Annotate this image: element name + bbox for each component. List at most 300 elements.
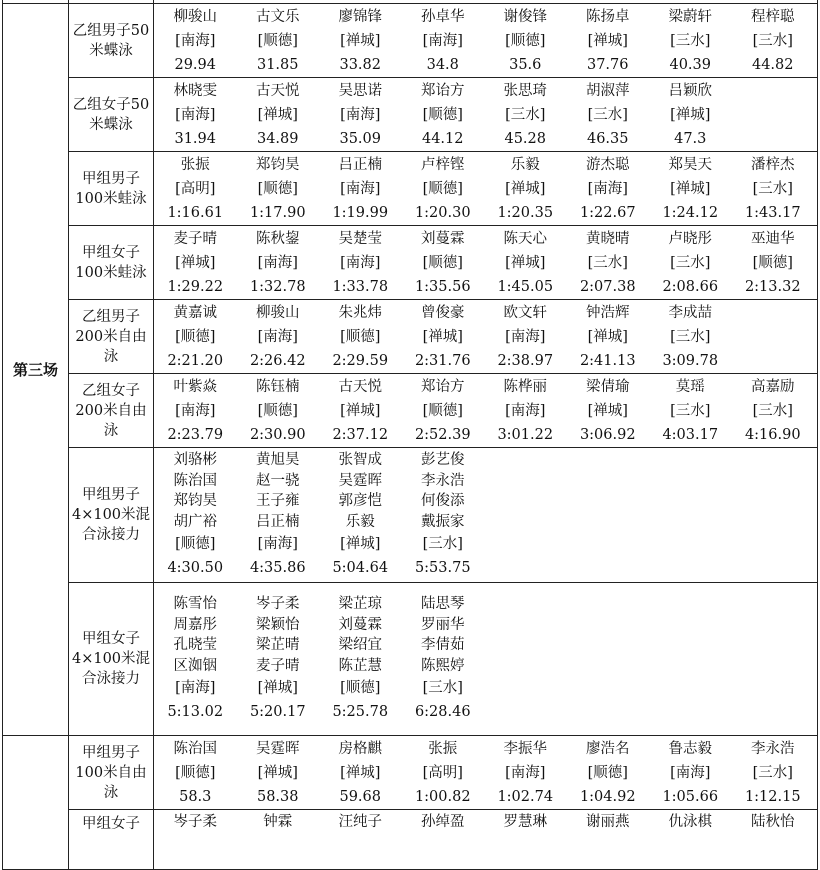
result-time: 1:35.56 <box>414 278 471 295</box>
result-time: 1:16.61 <box>167 204 224 221</box>
athlete-result <box>567 375 650 447</box>
athlete-result <box>649 153 732 225</box>
athlete-name: 李成喆 <box>668 304 712 321</box>
athlete-result <box>154 5 237 77</box>
result-time: 2:07.38 <box>579 278 636 295</box>
results-grid <box>154 227 815 299</box>
team-name: [三水] <box>670 32 711 49</box>
relay-member: 区洳铟 <box>173 657 217 674</box>
result-time: 2:29.59 <box>332 352 389 369</box>
athlete-name: 黄嘉诚 <box>173 304 217 321</box>
result-time: 4:16.90 <box>744 426 801 443</box>
event-name: 甲组男子100米自由泳 <box>69 736 154 810</box>
athlete-name: 张振 <box>428 740 458 757</box>
athlete-result <box>319 737 402 809</box>
table-row <box>3 583 818 736</box>
relay-member: 陈雪怡 <box>173 596 217 612</box>
athlete-name: 吕正楠 <box>338 156 382 173</box>
team-name: [禅城] <box>422 328 463 345</box>
relay-member: 李永浩 <box>421 472 465 489</box>
athlete-result <box>154 153 237 225</box>
relay-team-result <box>402 450 485 580</box>
team-name: [三水] <box>587 254 628 271</box>
athlete-name: 鲁志毅 <box>668 740 712 757</box>
team-name: [禅城] <box>340 764 381 781</box>
team-name: [南海] <box>670 764 711 781</box>
relay-team-result <box>319 594 402 724</box>
athlete-result <box>567 79 650 151</box>
result-time: 1:02.74 <box>497 788 554 805</box>
athlete-result <box>154 301 237 373</box>
team-name: [禅城] <box>257 106 298 123</box>
result-time: 5:04.64 <box>332 560 389 576</box>
relay-member: 岑子柔 <box>256 596 300 612</box>
result-time: 3:06.92 <box>579 426 636 443</box>
result-time: 2:41.13 <box>579 352 636 369</box>
relay-member: 李倩茹 <box>421 637 465 653</box>
athlete-name: 麦子晴 <box>173 230 217 247</box>
athlete-result <box>484 301 567 373</box>
result-time: 5:13.02 <box>167 704 224 720</box>
relay-team-result <box>154 450 237 580</box>
team-name: [禅城] <box>670 180 711 197</box>
relay-member: 黄旭昊 <box>256 452 300 468</box>
result-time: 4:03.17 <box>662 426 719 443</box>
athlete-result <box>649 79 732 151</box>
athlete-name: 卢梓铿 <box>421 156 465 173</box>
athlete-result <box>732 227 815 299</box>
table-row <box>3 4 818 78</box>
athlete-name: 郑钧昊 <box>256 156 300 173</box>
relay-member: 梁芷晴 <box>256 637 300 653</box>
team-name: [三水] <box>752 764 793 781</box>
athlete-name: 孙绰盈 <box>421 814 465 830</box>
athlete-result <box>649 227 732 299</box>
result-time: 1:33.78 <box>332 278 389 295</box>
athlete-result <box>154 810 237 834</box>
athlete-name: 潘梓杰 <box>751 156 795 173</box>
athlete-result <box>649 301 732 373</box>
event-name: 甲组女子4×100米混合泳接力 <box>69 583 154 736</box>
result-time: 2:21.20 <box>167 352 224 369</box>
result-time: 3:01.22 <box>497 426 554 443</box>
relay-results-grid <box>154 450 815 580</box>
result-time: 35.09 <box>339 130 381 147</box>
result-time: 1:24.12 <box>662 204 719 221</box>
result-time: 35.6 <box>509 56 542 73</box>
results-grid <box>154 5 815 77</box>
athlete-name: 钟浩辉 <box>586 304 630 321</box>
result-time: 34.8 <box>426 56 459 73</box>
result-time: 47.3 <box>674 130 707 147</box>
relay-team-result <box>319 450 402 580</box>
team-name: [顺德] <box>587 764 628 781</box>
team-name: [南海] <box>175 402 216 419</box>
team-name: [顺德] <box>422 106 463 123</box>
athlete-name: 汪纯子 <box>338 814 382 830</box>
athlete-result <box>154 227 237 299</box>
result-time: 1:05.66 <box>662 788 719 805</box>
result-time: 58.3 <box>179 788 212 805</box>
athlete-name: 古天悦 <box>256 82 300 99</box>
athlete-name: 陈秋鋆 <box>256 230 300 247</box>
relay-results-grid <box>154 594 815 724</box>
relay-member: 戴振家 <box>421 513 465 530</box>
athlete-result <box>484 79 567 151</box>
relay-member: 刘蔓霖 <box>338 616 382 633</box>
team-name: [顺德] <box>257 402 298 419</box>
result-time: 5:25.78 <box>332 704 389 720</box>
athlete-name: 吕颖欣 <box>668 82 712 99</box>
athlete-result <box>237 227 320 299</box>
athlete-name: 高嘉励 <box>751 378 795 395</box>
result-time: 1:20.30 <box>414 204 471 221</box>
athlete-result <box>732 5 815 77</box>
athlete-name: 廖锦锋 <box>338 8 382 25</box>
team-name: [南海] <box>257 328 298 345</box>
athlete-result <box>237 79 320 151</box>
relay-member: 彭艺俊 <box>421 452 465 468</box>
result-time: 1:17.90 <box>249 204 306 221</box>
result-time: 1:43.17 <box>744 204 801 221</box>
relay-member: 罗丽华 <box>421 616 465 633</box>
relay-member: 麦子晴 <box>256 657 300 674</box>
athlete-name: 郑诒方 <box>421 82 465 99</box>
athlete-name: 郑诒方 <box>421 378 465 395</box>
relay-team-result <box>402 594 485 724</box>
team-name: [高明] <box>175 180 216 197</box>
athlete-result <box>484 227 567 299</box>
athlete-name: 欧文轩 <box>503 304 547 321</box>
result-time: 45.28 <box>504 130 546 147</box>
event-name: 甲组女子 <box>69 810 154 870</box>
athlete-name: 房格麒 <box>338 740 382 757</box>
event-name: 甲组男子100米蛙泳 <box>69 152 154 226</box>
team-name: [南海] <box>257 536 298 552</box>
relay-member: 梁绍宜 <box>338 637 382 653</box>
event-name: 甲组男子4×100米混合泳接力 <box>69 448 154 583</box>
team-name: [三水] <box>752 402 793 419</box>
team-name: [禅城] <box>505 254 546 271</box>
table-row <box>3 448 818 583</box>
athlete-result <box>484 375 567 447</box>
relay-member: 胡广裕 <box>173 513 217 530</box>
team-name: [南海] <box>340 254 381 271</box>
team-name: [三水] <box>752 180 793 197</box>
table-row <box>3 78 818 152</box>
result-time: 2:08.66 <box>662 278 719 295</box>
table-row <box>3 810 818 870</box>
result-time: 31.85 <box>256 56 299 73</box>
athlete-name: 柳骏山 <box>256 304 300 321</box>
athlete-result <box>154 79 237 151</box>
team-name: [高明] <box>422 764 463 781</box>
athlete-name: 廖浩名 <box>586 740 630 757</box>
result-time: 1:29.22 <box>167 278 224 295</box>
result-time: 34.89 <box>256 130 299 147</box>
athlete-name: 李振华 <box>503 740 547 757</box>
result-time: 1:04.92 <box>579 788 636 805</box>
athlete-name: 罗慧琳 <box>503 814 547 830</box>
team-name: [南海] <box>340 106 381 123</box>
result-time: 29.94 <box>174 56 216 73</box>
athlete-name: 陈天心 <box>503 230 547 247</box>
result-time: 59.68 <box>339 788 381 805</box>
results-grid <box>154 301 815 373</box>
relay-member: 陆思琴 <box>421 596 465 612</box>
team-name: [禅城] <box>340 536 381 552</box>
result-time: 31.94 <box>174 130 216 147</box>
relay-team-result <box>237 450 320 580</box>
athlete-result <box>567 5 650 77</box>
relay-member: 王子雍 <box>256 493 300 509</box>
relay-member: 吕正楠 <box>256 513 300 530</box>
result-time: 1:20.35 <box>497 204 554 221</box>
result-time: 4:30.50 <box>167 560 224 576</box>
athlete-result <box>484 810 567 834</box>
athlete-name: 莫瑶 <box>675 378 705 395</box>
relay-member: 梁芷琼 <box>338 596 382 612</box>
athlete-name: 游杰聪 <box>586 156 630 173</box>
athlete-name: 程梓聪 <box>751 8 795 25</box>
team-name: [三水] <box>422 680 463 696</box>
result-time: 44.82 <box>751 56 794 73</box>
team-name: [三水] <box>587 106 628 123</box>
table-row <box>3 736 818 810</box>
athlete-name: 林晓雯 <box>173 82 217 99</box>
athlete-name: 谢俊锋 <box>503 8 547 25</box>
athlete-result <box>402 375 485 447</box>
relay-member: 刘骆彬 <box>173 452 217 468</box>
athlete-name: 陈扬卓 <box>586 8 630 25</box>
session-cell <box>3 736 69 870</box>
team-name: [顺德] <box>340 680 381 696</box>
athlete-name: 岑子柔 <box>173 814 217 830</box>
team-name: [顺德] <box>257 32 298 49</box>
athlete-name: 孙卓华 <box>421 8 465 25</box>
event-name: 乙组女子50米蝶泳 <box>69 78 154 152</box>
athlete-result <box>237 301 320 373</box>
athlete-result <box>732 810 815 834</box>
athlete-name: 巫迪华 <box>751 230 795 247</box>
athlete-result <box>319 227 402 299</box>
athlete-name: 陈钰楠 <box>256 378 300 395</box>
result-time: 2:37.12 <box>332 426 389 443</box>
result-time: 1:00.82 <box>414 788 471 805</box>
athlete-name: 古文乐 <box>256 8 300 25</box>
relay-member: 陈芷慧 <box>338 657 382 674</box>
relay-member: 梁颖怡 <box>256 616 300 633</box>
athlete-result <box>649 5 732 77</box>
athlete-result <box>567 737 650 809</box>
athlete-name: 吴霆晖 <box>256 740 300 757</box>
athlete-result <box>484 153 567 225</box>
athlete-name: 吴楚莹 <box>338 230 382 247</box>
team-name: [顺德] <box>175 764 216 781</box>
athlete-result <box>319 153 402 225</box>
relay-member: 郑钧昊 <box>173 493 217 509</box>
team-name: [禅城] <box>257 764 298 781</box>
team-name: [禅城] <box>587 328 628 345</box>
athlete-name: 张思琦 <box>503 82 547 99</box>
athlete-result <box>237 153 320 225</box>
result-time: 33.82 <box>339 56 381 73</box>
result-time: 2:30.90 <box>249 426 306 443</box>
athlete-result <box>237 737 320 809</box>
result-time: 37.76 <box>586 56 629 73</box>
team-name: [禅城] <box>587 402 628 419</box>
team-name: [禅城] <box>505 180 546 197</box>
results-table <box>2 0 818 870</box>
team-name: [南海] <box>505 764 546 781</box>
athlete-result <box>237 810 320 834</box>
relay-member: 孔晓莹 <box>173 637 217 653</box>
team-name: [禅城] <box>257 680 298 696</box>
team-name: [南海] <box>340 180 381 197</box>
team-name: [三水] <box>670 254 711 271</box>
team-name: [三水] <box>752 32 793 49</box>
results-grid <box>154 810 815 834</box>
result-time: 1:22.67 <box>579 204 636 221</box>
athlete-result <box>402 737 485 809</box>
team-name: [顺德] <box>505 32 546 49</box>
athlete-name: 刘蔓霖 <box>421 230 465 247</box>
athlete-result <box>319 301 402 373</box>
athlete-name: 李永浩 <box>751 740 795 757</box>
athlete-result <box>649 737 732 809</box>
result-time: 40.39 <box>669 56 711 73</box>
relay-member: 吴霆晖 <box>338 472 382 489</box>
relay-member: 何俊添 <box>421 493 465 509</box>
team-name: [禅城] <box>340 402 381 419</box>
athlete-result <box>649 375 732 447</box>
result-time: 1:12.15 <box>744 788 801 805</box>
athlete-result <box>319 5 402 77</box>
result-time: 2:13.32 <box>744 278 801 295</box>
team-name: [三水] <box>670 328 711 345</box>
athlete-result <box>154 375 237 447</box>
athlete-name: 吴思诺 <box>338 82 382 99</box>
result-time: 5:53.75 <box>414 560 471 576</box>
athlete-result <box>484 737 567 809</box>
team-name: [禅城] <box>340 32 381 49</box>
result-time: 46.35 <box>586 130 629 147</box>
result-time: 2:23.79 <box>167 426 224 443</box>
team-name: [南海] <box>587 180 628 197</box>
team-name: [南海] <box>175 32 216 49</box>
athlete-name: 梁倩瑜 <box>586 378 630 395</box>
team-name: [南海] <box>257 254 298 271</box>
table-row <box>3 300 818 374</box>
athlete-result <box>567 301 650 373</box>
result-time: 58.38 <box>256 788 299 805</box>
relay-member: 周嘉彤 <box>173 616 217 633</box>
event-name: 乙组男子50米蝶泳 <box>69 4 154 78</box>
team-name: [南海] <box>175 106 216 123</box>
athlete-result <box>402 227 485 299</box>
athlete-result <box>402 5 485 77</box>
relay-member: 赵一骁 <box>256 472 300 489</box>
athlete-result <box>402 153 485 225</box>
team-name: [南海] <box>422 32 463 49</box>
result-time: 1:19.99 <box>332 204 389 221</box>
athlete-result <box>732 375 815 447</box>
result-time: 44.12 <box>421 130 464 147</box>
relay-member: 郭彦恺 <box>338 493 382 509</box>
team-name: [三水] <box>505 106 546 123</box>
team-name: [南海] <box>505 402 546 419</box>
team-name: [禅城] <box>670 106 711 123</box>
result-time: 1:45.05 <box>497 278 554 295</box>
athlete-name: 钟霖 <box>263 814 293 830</box>
result-time: 2:26.42 <box>249 352 306 369</box>
athlete-name: 乐毅 <box>510 156 540 173</box>
relay-member: 张智成 <box>338 452 382 468</box>
athlete-name: 曾俊豪 <box>421 304 465 321</box>
session-cell: 第三场 <box>3 4 69 736</box>
team-name: [顺德] <box>422 180 463 197</box>
athlete-name: 朱兆炜 <box>338 304 382 321</box>
relay-member: 陈熙婷 <box>421 657 465 674</box>
athlete-result <box>319 79 402 151</box>
athlete-name: 陈治国 <box>173 740 217 757</box>
athlete-result <box>237 375 320 447</box>
team-name: [禅城] <box>175 254 216 271</box>
athlete-result <box>567 227 650 299</box>
athlete-result <box>649 810 732 834</box>
athlete-result <box>402 301 485 373</box>
result-time: 2:52.39 <box>414 426 471 443</box>
athlete-result <box>732 737 815 809</box>
athlete-result <box>402 79 485 151</box>
athlete-name: 谢丽燕 <box>586 814 630 830</box>
relay-member: 陈治国 <box>173 472 217 489</box>
athlete-result <box>484 5 567 77</box>
athlete-name: 陈桦丽 <box>503 378 547 395</box>
team-name: [顺德] <box>752 254 793 271</box>
results-grid <box>154 375 815 447</box>
athlete-result <box>732 153 815 225</box>
result-time: 5:20.17 <box>249 704 306 720</box>
athlete-result <box>402 810 485 834</box>
results-grid <box>154 737 815 809</box>
table-row <box>3 226 818 300</box>
team-name: [顺德] <box>422 402 463 419</box>
athlete-name: 张振 <box>180 156 210 173</box>
athlete-name: 古天悦 <box>338 378 382 395</box>
result-time: 6:28.46 <box>414 704 471 720</box>
athlete-result <box>567 153 650 225</box>
athlete-result <box>567 810 650 834</box>
athlete-name: 郑昊天 <box>668 156 712 173</box>
table-row <box>3 374 818 448</box>
team-name: [顺德] <box>175 536 216 552</box>
result-time: 2:38.97 <box>497 352 554 369</box>
team-name: [顺德] <box>340 328 381 345</box>
event-name: 甲组女子100米蛙泳 <box>69 226 154 300</box>
athlete-result <box>154 737 237 809</box>
team-name: [顺德] <box>175 328 216 345</box>
team-name: [南海] <box>175 680 216 696</box>
athlete-name: 叶紫焱 <box>173 378 217 395</box>
athlete-name: 陆秋怡 <box>751 814 795 830</box>
athlete-result <box>319 375 402 447</box>
team-name: [顺德] <box>257 180 298 197</box>
athlete-name: 柳骏山 <box>173 8 217 25</box>
result-time: 4:35.86 <box>249 560 306 576</box>
relay-team-result <box>237 594 320 724</box>
event-name: 乙组女子200米自由泳 <box>69 374 154 448</box>
